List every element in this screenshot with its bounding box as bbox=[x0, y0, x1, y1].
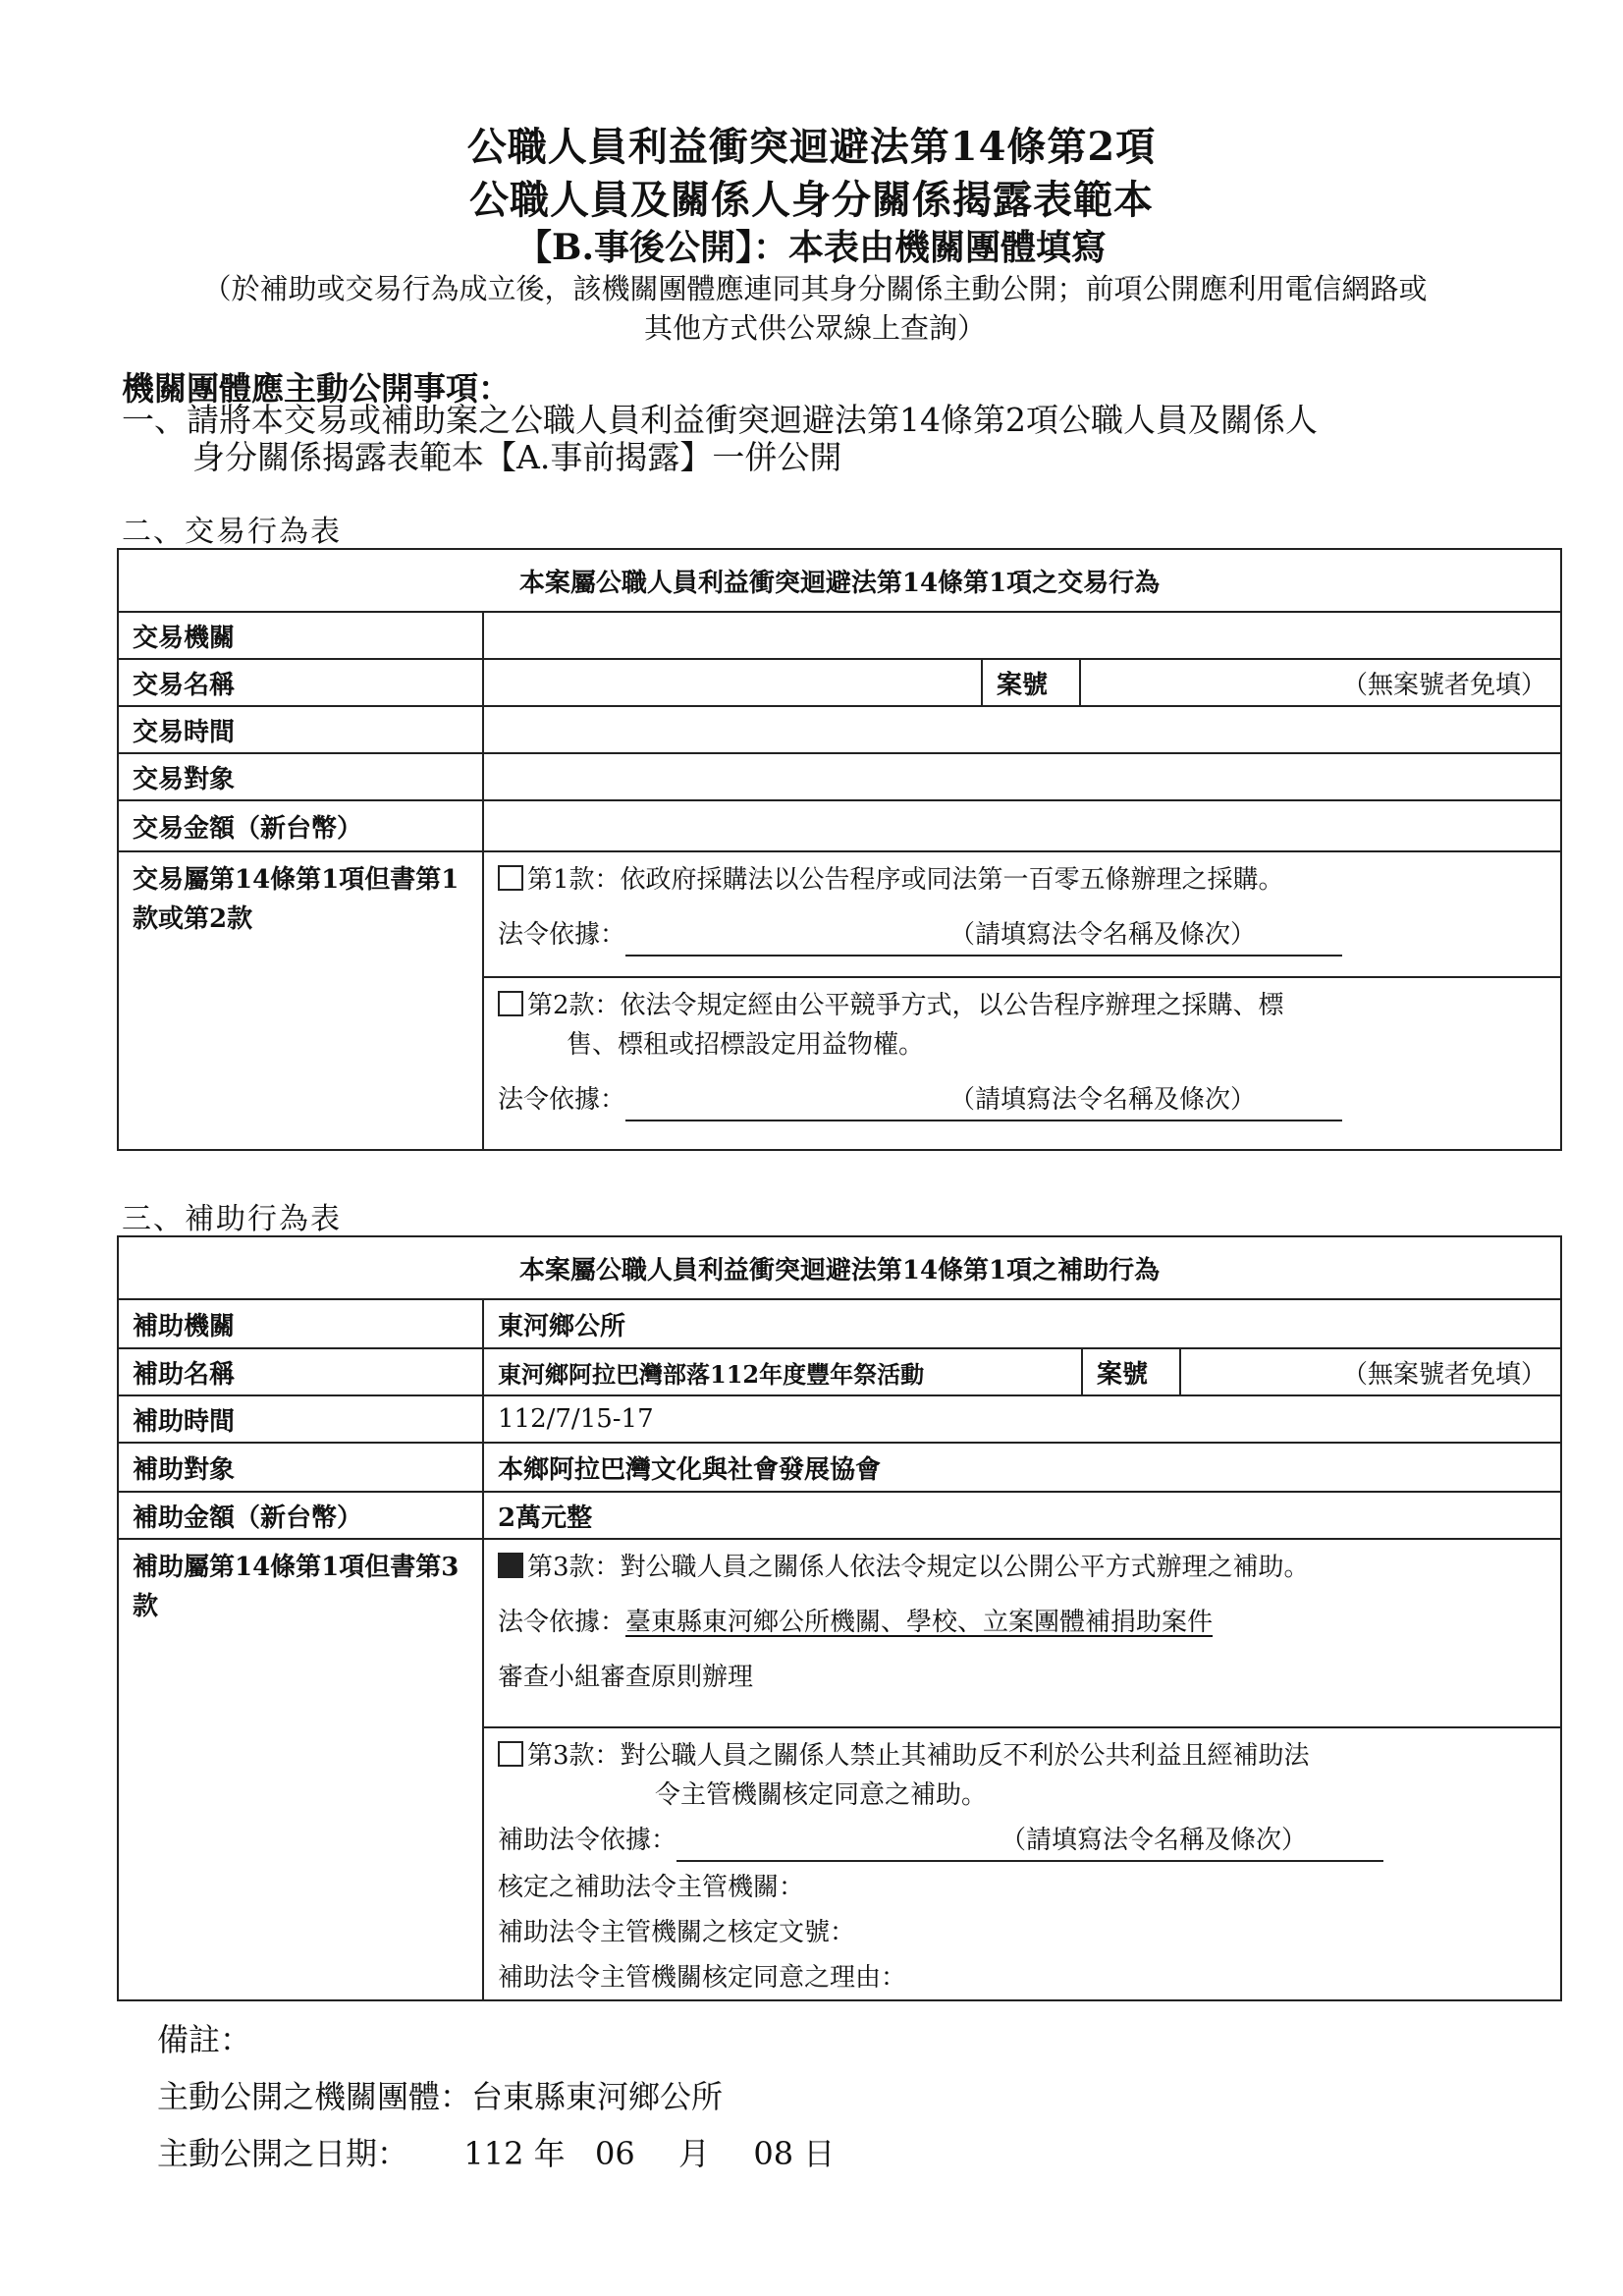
clause1-text: 第1款：依政府採購法以公告程序或同法第一百零五條辦理之採購。 bbox=[527, 865, 1284, 895]
approval-no-label: 補助法令主管機關之核定文號： bbox=[498, 1918, 856, 1947]
authority-label: 核定之補助法令主管機關： bbox=[498, 1873, 805, 1902]
notes-block bbox=[157, 2015, 835, 2186]
remark-label: 備註： bbox=[157, 2021, 252, 2058]
transaction-amount-field[interactable] bbox=[483, 800, 1561, 851]
subsidy-case-no-label: 案號 bbox=[1082, 1348, 1180, 1395]
subsidy-clause3a-cell bbox=[483, 1539, 1561, 1727]
title-line-3: 【B.事後公開】：本表由機關團體填寫 bbox=[516, 227, 1107, 268]
transaction-name-label: 交易名稱 bbox=[118, 659, 483, 706]
title-line-1: 公職人員利益衝突迴避法第14條第2項 bbox=[466, 124, 1157, 170]
date-day-unit: 日 bbox=[803, 2135, 836, 2172]
subsidy-table bbox=[117, 1235, 1562, 2001]
transaction-clause2-cell bbox=[483, 977, 1561, 1150]
transaction-case-no-field[interactable]: （無案號者免填） bbox=[1080, 659, 1561, 706]
clause1-law-basis-hint: （請填寫法令名稱及條次） bbox=[949, 920, 1257, 950]
subsidy-section-label: 三、補助行為表 bbox=[122, 1202, 342, 1236]
subsidy-target-label: 補助對象 bbox=[118, 1443, 483, 1492]
transaction-clause-label: 交易屬第14條第1項但書第1款或第2款 bbox=[118, 851, 483, 1150]
transaction-table bbox=[117, 548, 1562, 1151]
subsidy-case-no-field[interactable]: （無案號者免填） bbox=[1180, 1348, 1561, 1395]
item1-line-1: 一、請將本交易或補助案之公職人員利益衝突迴避法第14條第2項公職人員及關係人 bbox=[122, 401, 1318, 439]
clause3b-text-line-1: 第3款：對公職人員之關係人禁止其補助反不利於公共利益且經補助法 bbox=[527, 1741, 1310, 1771]
clause3a-checkbox-checked[interactable] bbox=[498, 1553, 523, 1578]
date-month: 06 bbox=[594, 2135, 635, 2172]
subsidy-amount-label: 補助金額（新台幣） bbox=[118, 1492, 483, 1539]
transaction-clause1-cell bbox=[483, 851, 1561, 977]
subsidy-time-value: 112/7/15-17 bbox=[483, 1395, 1561, 1443]
title-note-line-1: （於補助或交易行為成立後，該機關團體應連同其身分關係主動公開；前項公開應利用電信網路或 bbox=[202, 272, 1428, 305]
title-note-line-2: 其他方式供公眾線上查詢） bbox=[643, 311, 986, 345]
transaction-name-field[interactable] bbox=[483, 659, 982, 706]
subsidy-agency-value: 東河鄉公所 bbox=[483, 1299, 1561, 1348]
transaction-case-no-label: 案號 bbox=[982, 659, 1080, 706]
transaction-table-header: 本案屬公職人員利益衝突迴避法第14條第1項之交易行為 bbox=[118, 549, 1561, 612]
subsidy-agency-label: 補助機關 bbox=[118, 1299, 483, 1348]
section-heading: 機關團體應主動公開事項： bbox=[122, 369, 511, 408]
transaction-time-label: 交易時間 bbox=[118, 706, 483, 753]
clause3a-law-basis-value-line-1: 臺東縣東河鄉公所機關、學校、立案團體補捐助案件 bbox=[625, 1608, 1214, 1637]
subsidy-time-label: 補助時間 bbox=[118, 1395, 483, 1443]
clause3a-law-basis-value-line-2: 審查小組審查原則辦理 bbox=[498, 1663, 754, 1692]
approval-reason-label: 補助法令主管機關核定同意之理由： bbox=[498, 1963, 907, 1993]
sub-law-basis-hint: （請填寫法令名稱及條次） bbox=[1001, 1826, 1308, 1855]
clause3a-law-basis-label: 法令依據： bbox=[498, 1608, 626, 1637]
date-year: 112 bbox=[463, 2135, 524, 2172]
clause2-law-basis-hint: （請填寫法令名稱及條次） bbox=[949, 1085, 1257, 1115]
subsidy-table-header: 本案屬公職人員利益衝突迴避法第14條第1項之補助行為 bbox=[118, 1236, 1561, 1299]
clause2-law-basis-label: 法令依據： bbox=[498, 1085, 626, 1115]
publisher-label: 主動公開之機關團體： bbox=[157, 2078, 472, 2115]
subsidy-name-label: 補助名稱 bbox=[118, 1348, 483, 1395]
subsidy-amount-value: 2萬元整 bbox=[483, 1492, 1561, 1539]
subsidy-name-value: 東河鄉阿拉巴灣部落112年度豐年祭活動 bbox=[483, 1348, 1082, 1395]
clause3b-checkbox[interactable] bbox=[498, 1741, 523, 1767]
date-month-unit: 月 bbox=[678, 2135, 711, 2172]
clause2-checkbox[interactable] bbox=[498, 991, 523, 1016]
transaction-amount-label: 交易金額（新台幣） bbox=[118, 800, 483, 851]
subsidy-target-value: 本鄉阿拉巴灣文化與社會發展協會 bbox=[483, 1443, 1561, 1492]
date-label: 主動公開之日期： bbox=[157, 2135, 409, 2172]
subsidy-clause-label: 補助屬第14條第1項但書第3款 bbox=[118, 1539, 483, 2000]
clause1-checkbox[interactable] bbox=[498, 865, 523, 891]
transaction-target-field[interactable] bbox=[483, 753, 1561, 800]
clause3a-text: 第3款：對公職人員之關係人依法令規定以公開公平方式辦理之補助。 bbox=[527, 1553, 1310, 1582]
clause2-text-line-1: 第2款：依法令規定經由公平競爭方式，以公告程序辦理之採購、標 bbox=[527, 991, 1284, 1020]
clause2-text-line-2: 售、標租或招標設定用益物權。 bbox=[567, 1030, 925, 1060]
transaction-agency-label: 交易機關 bbox=[118, 612, 483, 659]
clause1-law-basis-label: 法令依據： bbox=[498, 920, 626, 950]
subsidy-clause3b-cell bbox=[483, 1727, 1561, 2000]
title-line-2: 公職人員及關係人身分關係揭露表範本 bbox=[469, 177, 1154, 223]
publisher-value: 台東縣東河鄉公所 bbox=[471, 2078, 724, 2115]
clause3b-text-line-2: 令主管機關核定同意之補助。 bbox=[655, 1780, 988, 1810]
item1-line-2: 身分關係揭露表範本【A.事前揭露】一併公開 bbox=[192, 438, 842, 476]
sub-law-basis-label: 補助法令依據： bbox=[498, 1826, 677, 1855]
transaction-target-label: 交易對象 bbox=[118, 753, 483, 800]
transaction-time-field[interactable] bbox=[483, 706, 1561, 753]
date-day: 08 bbox=[753, 2135, 794, 2172]
title-note bbox=[108, 269, 1522, 348]
transaction-agency-field[interactable] bbox=[483, 612, 1561, 659]
date-year-unit: 年 bbox=[533, 2135, 566, 2172]
transaction-section-label: 二、交易行為表 bbox=[122, 515, 342, 549]
